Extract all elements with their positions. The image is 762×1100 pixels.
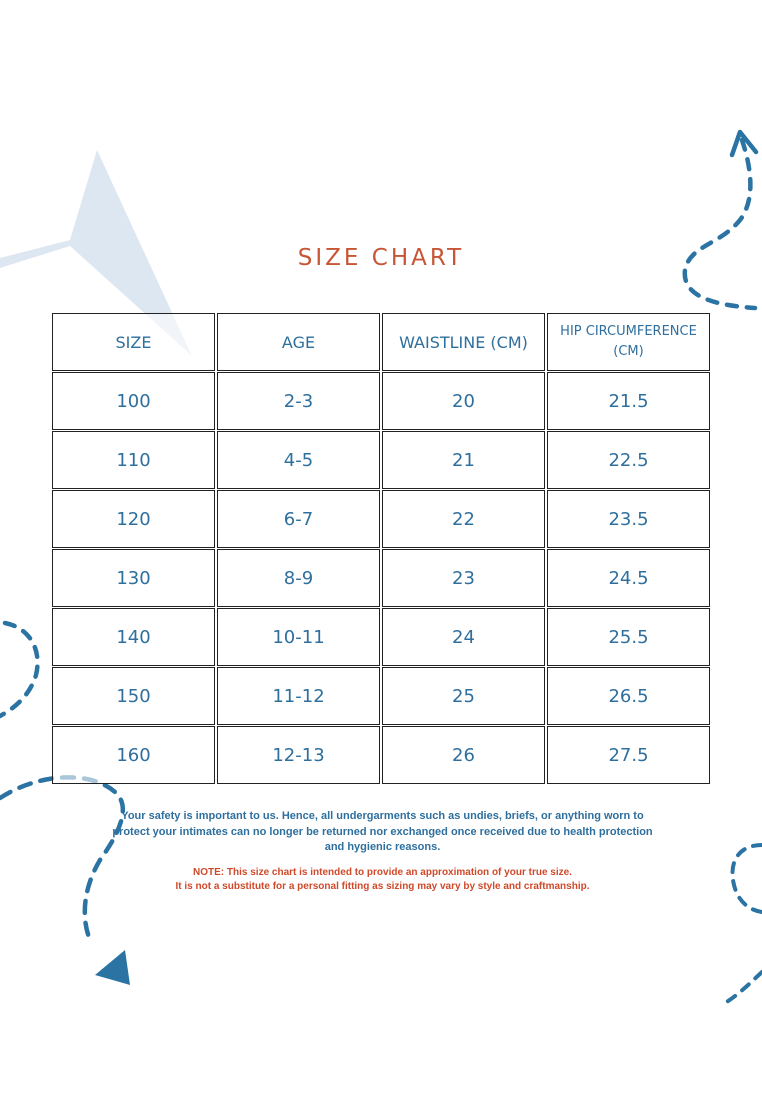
table-cell-size: 120 <box>52 490 215 548</box>
table-cell-size: 150 <box>52 667 215 725</box>
table-cell-waist: 24 <box>382 608 545 666</box>
table-cell-waist: 22 <box>382 490 545 548</box>
table-cell-hip: 22.5 <box>547 431 710 489</box>
size-note-line-2: It is not a substitute for a personal fitting as sizing may vary by style and craftmanship. <box>175 881 590 892</box>
dashed-curve-bottom-left <box>0 777 123 940</box>
table-cell-age: 2-3 <box>217 372 380 430</box>
header-size: SIZE <box>52 313 215 371</box>
table-cell-size: 130 <box>52 549 215 607</box>
table-cell-size: 100 <box>52 372 215 430</box>
table-cell-hip: 21.5 <box>547 372 710 430</box>
page-title: SIZE CHART <box>297 245 465 271</box>
table-cell-age: 11-12 <box>217 667 380 725</box>
dashed-circle-right <box>732 845 762 912</box>
table-cell-waist: 23 <box>382 549 545 607</box>
safety-notice: Your safety is important to us. Hence, all undergarments such as undies, briefs, or anything worn to protect your intimates can no longer be returned nor exchanged once received due to health protection and hygienic reasons. <box>112 810 653 853</box>
table-cell-hip: 27.5 <box>547 726 710 784</box>
table-cell-age: 12-13 <box>217 726 380 784</box>
table-cell-age: 4-5 <box>217 431 380 489</box>
table-cell-waist: 21 <box>382 431 545 489</box>
header-age: AGE <box>217 313 380 371</box>
table-cell-size: 160 <box>52 726 215 784</box>
dashed-curve-top-right <box>685 140 755 308</box>
size-note-line-1: NOTE: This size chart is intended to provide an approximation of your true size. <box>193 867 572 878</box>
table-cell-waist: 20 <box>382 372 545 430</box>
arrow-head-bottom-left-icon <box>95 950 130 985</box>
table-cell-age: 10-11 <box>217 608 380 666</box>
table-cell-size: 110 <box>52 431 215 489</box>
size-note <box>100 866 665 894</box>
dashed-curve-left <box>0 623 38 716</box>
header-waistline: WAISTLINE (CM) <box>382 313 545 371</box>
table-cell-hip: 25.5 <box>547 608 710 666</box>
table-cell-size: 140 <box>52 608 215 666</box>
table-cell-hip: 24.5 <box>547 549 710 607</box>
table-cell-hip: 23.5 <box>547 490 710 548</box>
table-cell-hip: 26.5 <box>547 667 710 725</box>
dashed-line-bottom-right <box>725 972 762 1003</box>
table-cell-waist: 26 <box>382 726 545 784</box>
header-hip: HIP CIRCUMFERENCE (CM) <box>547 313 710 371</box>
table-cell-waist: 25 <box>382 667 545 725</box>
table-cell-age: 6-7 <box>217 490 380 548</box>
table-cell-age: 8-9 <box>217 549 380 607</box>
size-table <box>52 313 710 784</box>
